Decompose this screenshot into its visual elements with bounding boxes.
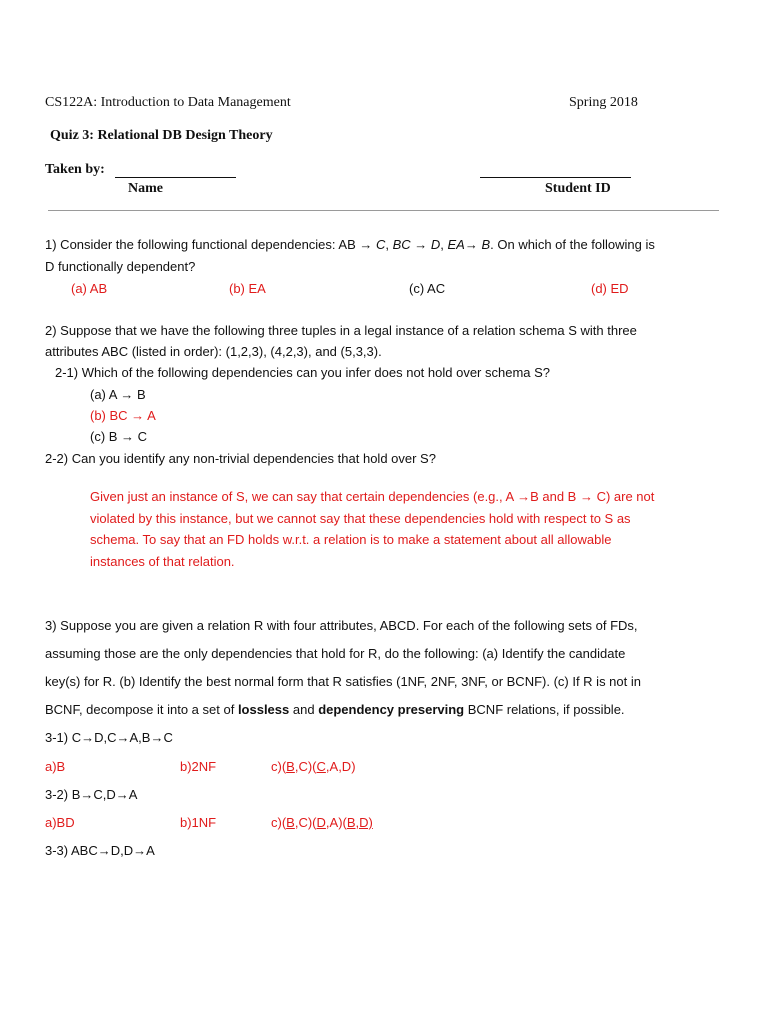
q3-1-fds: 3-1) C→D,C→A,B→C <box>45 730 173 745</box>
q3-line3: key(s) for R. (b) Identify the best normal form that R satisfies (1NF, 2NF, 3NF, or BCNF). (c) If R is not in <box>45 674 641 689</box>
key-underline: B,D) <box>346 815 373 830</box>
q1-sep: , <box>440 237 448 252</box>
q1-fd-ea-b: EA→ B <box>447 237 491 252</box>
q3-2-answer-a: a)BD <box>45 815 75 830</box>
q2-1-option-b: (b) BC → A <box>90 408 156 423</box>
q3-1-answer-b: b)2NF <box>180 759 217 774</box>
q2-1-option-c: (c) B → C <box>90 429 148 444</box>
q3-2-answer-b: b)1NF <box>180 815 217 830</box>
student-id-blank-line <box>480 177 631 178</box>
q1-option-a: (a) AB <box>71 281 108 296</box>
q2-1-option-a: (a) A → B <box>90 387 146 402</box>
q3-1-answer-a: a)B <box>45 759 66 774</box>
q2-2-answer-line: Given just an instance of S, we can say that certain dependencies (e.g., A →B and B → C) are not <box>90 489 655 504</box>
q1-option-d: (d) ED <box>591 281 629 296</box>
q3-line1: 3) Suppose you are given a relation R with four attributes, ABCD. For each of the following sets of FDs, <box>45 618 638 633</box>
q3-line4 <box>45 702 625 717</box>
answer-part: ,C)( <box>294 759 317 774</box>
answer-part: ,A,D) <box>325 759 356 774</box>
answer-part: ,C)( <box>294 815 317 830</box>
q2-2-answer-line: schema. To say that an FD holds w.r.t. a relation is to make a statement about all allowable <box>90 532 612 547</box>
q1-number: 1) <box>45 237 57 252</box>
q3-3-fds: 3-3) ABC→D,D→A <box>45 843 155 858</box>
q1-fd-bc-d: BC → D <box>392 237 441 252</box>
name-label: Name <box>128 181 163 196</box>
student-id-label: Student ID <box>545 181 611 196</box>
taken-by-label: Taken by: <box>45 162 105 177</box>
answer-part: c)( <box>271 815 287 830</box>
term: Spring 2018 <box>569 95 638 110</box>
q1-line2: D functionally dependent? <box>45 259 196 274</box>
q2-2-answer-line: instances of that relation. <box>90 554 235 569</box>
q3-line4-end: BCNF relations, if possible. <box>464 702 625 717</box>
answer-part: ,A)( <box>325 815 347 830</box>
q2-line2: attributes ABC (listed in order): (1,2,3), (4,2,3), and (5,3,3). <box>45 344 382 359</box>
q2-1-question: 2-1) Which of the following dependencies can you infer does not hold over schema S? <box>55 365 551 380</box>
q1-line1 <box>45 237 655 252</box>
q1-text-end: . On which of the following is <box>490 237 655 252</box>
q3-1-answer-c <box>271 759 356 774</box>
course-title: CS122A: Introduction to Data Management <box>45 95 291 110</box>
q3-line2: assuming those are the only dependencies that hold for R, do the following: (a) Identify the candidate <box>45 646 626 661</box>
q1-option-b: (b) EA <box>229 281 266 296</box>
q3-line4-text: BCNF, decompose it into a set of <box>45 702 238 717</box>
q2-2-question: 2-2) Can you identify any non-trivial dependencies that hold over S? <box>45 451 436 466</box>
q2-line1: 2) Suppose that we have the following three tuples in a legal instance of a relation schema S with three <box>45 323 637 338</box>
q1-text: Consider the following functional dependencies: AB → <box>56 237 376 252</box>
key-underline: D <box>316 815 326 830</box>
q1-fd-c: C <box>375 237 386 252</box>
q3-2-answer-c <box>271 815 373 830</box>
answer-part: c)( <box>271 759 287 774</box>
key-underline: B <box>286 815 295 830</box>
q1-sep: , <box>385 237 393 252</box>
header-divider <box>48 210 719 211</box>
name-blank-line <box>115 177 236 178</box>
q3-dependency-preserving: dependency preserving <box>318 702 465 717</box>
q3-2-fds: 3-2) B→C,D→A <box>45 787 138 802</box>
q2-2-answer-line: violated by this instance, but we cannot say that these dependencies hold with respect to S as <box>90 511 631 526</box>
q3-lossless: lossless <box>237 702 290 717</box>
key-underline: C <box>316 759 326 774</box>
quiz-title: Quiz 3: Relational DB Design Theory <box>50 128 273 143</box>
key-underline: B <box>286 759 295 774</box>
q1-option-c: (c) AC <box>409 281 446 296</box>
q3-and: and <box>289 702 319 717</box>
